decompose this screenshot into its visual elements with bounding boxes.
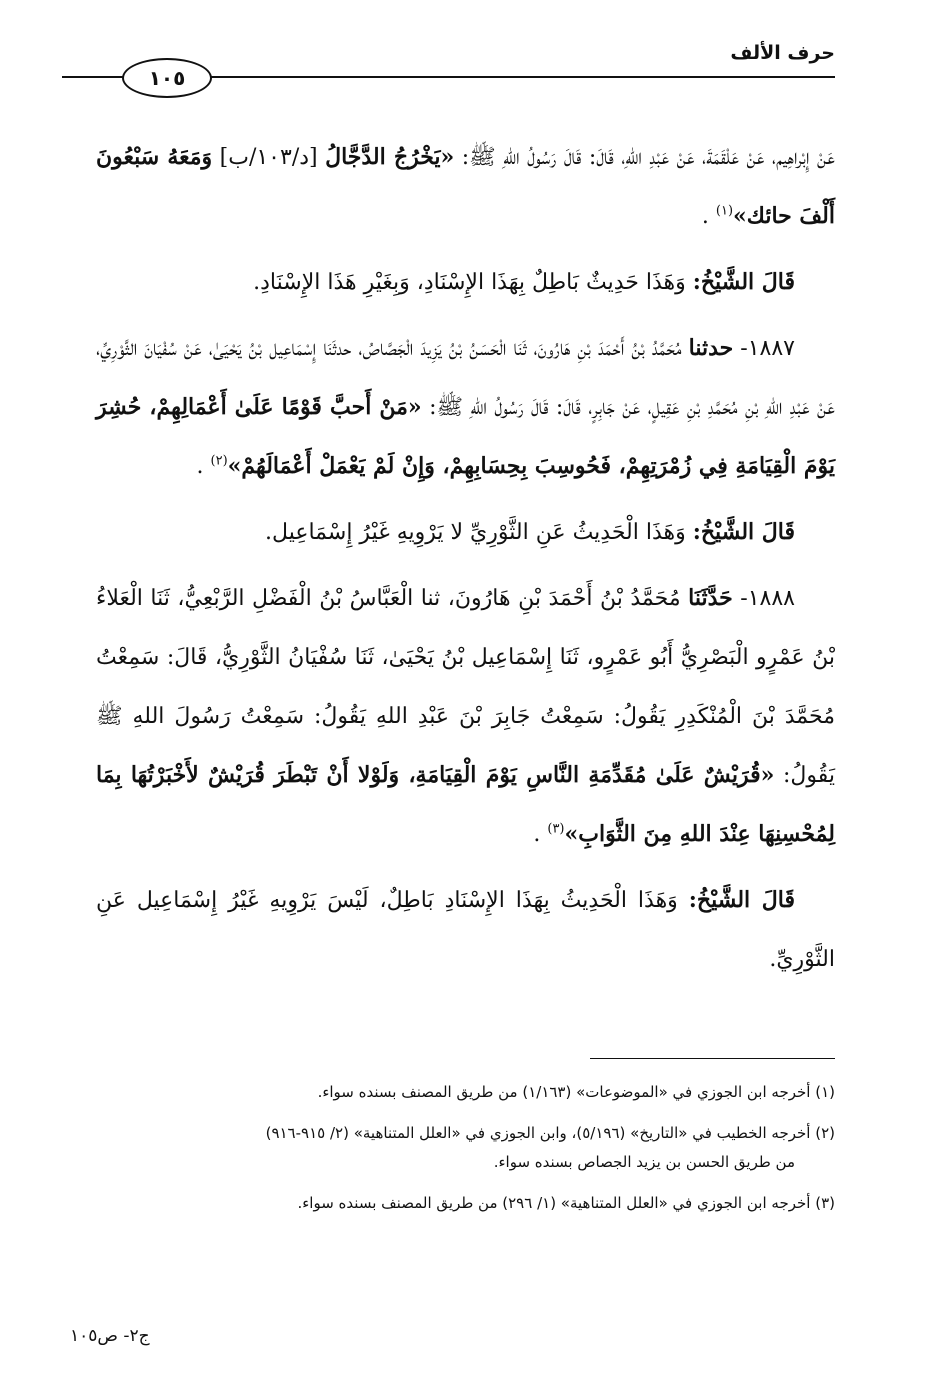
hadith-text: وَمَعَهُ سَبْعُونَ أَلْفَ حائك» (96, 144, 835, 229)
footnote-text: من طريق الحسن بن يزيد الجصاص بسنده سواء. (493, 1153, 795, 1171)
shaykh-comment (96, 253, 835, 312)
shaykh-comment (96, 871, 835, 989)
footnote (58, 1119, 835, 1177)
footnotes (58, 1078, 835, 1230)
speaker-label: قَالَ الشَّيْخُ: (692, 519, 795, 545)
footnote-rule (590, 1058, 835, 1059)
footnote-text: أخرجه الخطيب في «التاريخ» (٥/١٩٦)، وابن الجوزي في «العلل المتناهية» (٢/ ٩١٥-٩١٦) (265, 1124, 811, 1142)
footnote-text: أخرجه ابن الجوزي في «العلل المتناهية» (١/ ٢٩٦) من طريق المصنف بسنده سواء. (297, 1194, 811, 1212)
hadith-text: «مَنْ أَحبَّ قَوْمًا عَلَىٰ أَعْمَالِهِمْ، حُشِرَ يَوْمَ الْقِيَامَةِ فِي زُمْرَتِهِمْ، فَحُوسِبَ بِحِسَابِهِمْ، وَإِنْ لَمْ يَعْمَلْ أَعْمَالَهُمْ» (96, 394, 835, 479)
footnote-marker: (٣) (547, 821, 565, 837)
footnote-marker: (٢) (210, 453, 228, 469)
hadith-text: «قُرَيْشٌ عَلَىٰ مُقَدِّمَةِ النَّاسِ يَوْمَ الْقِيَامَةِ، وَلَوْلا أَنْ تَبْطَرَ قُرَيْشٌ لأَخْبَرْتُهَا بِمَا لِمُحْسِنِهَا عِنْدَ اللهِ مِنَ الثَّوَابِ» (96, 762, 835, 847)
paragraph-continuation (96, 128, 835, 246)
footnote-marker: (١) (715, 203, 734, 219)
volume-page-reference: ج٢- ص١٠٥ (70, 1326, 150, 1346)
hadith-number: ١٨٨٧- (733, 336, 795, 361)
speaker-label: قَالَ الشَّيْخُ: (692, 269, 795, 295)
isnad-text: مُحَمَّدُ بْنُ أَحْمَدَ بْنِ هَارُونَ، ثنا الْعَبَّاسُ بْنُ الْفَضْلِ الرَّبْعِيُّ، ثَنَا الْعَلاءُ بْنُ عَمْرٍو الْبَصْرِيُّ أَبُو عَمْرٍو، ثَنَا إِسْمَاعِيل بْنُ يَحْيَىٰ، ثَنَا سُفْيَانُ الثَّوْرِيُّ، قَالَ: سَمِعْتُ مُحَمَّدَ بْنَ الْمُنْكَدِرِ يَقُولُ: سَمِعْتُ جَابِرَ بْنَ عَبْدِ اللهِ يَقُولُ: سَمِعْتُ رَسُولَ اللهِ ﷺ يَقُولُ: (96, 586, 835, 788)
speaker-label: قَالَ الشَّيْخُ: (688, 887, 795, 913)
page-number: ١٠٥ (148, 66, 186, 90)
footnote-text: أخرجه ابن الجوزي في «الموضوعات» (١/١٦٣) من طريق المصنف بسنده سواء. (317, 1083, 811, 1101)
manuscript-ref: [د/١٠٣/ب] (212, 145, 326, 170)
footnote (58, 1078, 835, 1107)
text: وَهَذَا الْحَدِيثُ بِهَذَا الإِسْنَادِ بَاطِلٌ، لَيْسَ يَرْوِيهِ غَيْرُ إِسْمَاعِيل عَنِ الثَّوْرِيِّ. (96, 888, 835, 972)
main-text (96, 128, 835, 996)
footnote-number: (٣) (815, 1194, 835, 1212)
hadith-number: ١٨٨٨- (732, 586, 795, 611)
hadith-text: «يَخْرُجُ الدَّجَّالُ (325, 144, 455, 170)
hadith-1888 (96, 569, 835, 864)
narration-verb: حَدَّثَنَا (688, 585, 733, 611)
isnad-text: مُحَمَّدُ بْنُ أَحْمَدَ بْنِ هَارُونَ، ثَنَا الْحَسَنُ بْنُ يَزِيدَ الْجَصَّاصُ، حدثَنَا إِسْمَاعِيل بْنُ يَحْيَىٰ، عَنْ سُفْيَانَ الثَّوْرِيِّ، عَنْ عَبْدِ اللهِ بْنِ مُحَمَّدِ بْنِ عَقِيلٍ، عَنْ جَابِرٍ، قَالَ: قَالَ رَسُولُ اللهِ ﷺ: (96, 336, 835, 420)
footnote-number: (٢) (815, 1124, 835, 1142)
running-head: حرف الألف (730, 42, 835, 64)
text: عَنْ إِبْراهِيم، عَنْ عَلْقَمَةَ، عَنْ عَبْدِ اللهِ، قَالَ: قَالَ رَسُولُ اللهِ ﷺ: (454, 145, 835, 170)
shaykh-comment (96, 503, 835, 562)
hadith-1887 (96, 319, 835, 496)
text: . (196, 454, 211, 479)
narration-verb: حدثنا (688, 335, 734, 361)
footnote (58, 1189, 835, 1218)
text: . (701, 204, 716, 229)
text: . (533, 822, 548, 847)
text: وَهَذَا حَدِيثٌ بَاطِلٌ بِهَذَا الإِسْنَادِ، وَبِغَيْرِ هَذَا الإِسْنَادِ. (253, 270, 693, 295)
text: وَهَذَا الْحَدِيثُ عَنِ الثَّوْرِيِّ لا يَرْوِيهِ غَيْرُ إِسْمَاعِيل. (265, 520, 693, 545)
footnote-number: (١) (815, 1083, 835, 1101)
page-number-oval (122, 58, 212, 98)
